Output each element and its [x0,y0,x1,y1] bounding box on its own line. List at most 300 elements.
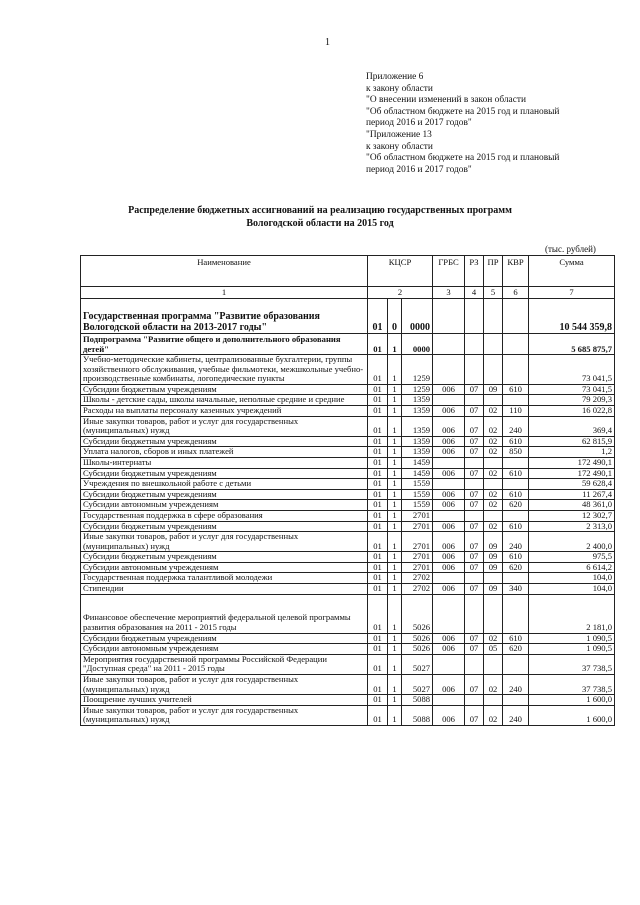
row-name: Субсидии бюджетным учреждениям [81,436,368,447]
row-name: Иные закупки товаров, работ и услуг для государственных (муниципальных) нужд [81,705,368,725]
table-row [81,521,615,532]
pr-cell [484,479,503,490]
grbs-cell: 006 [433,633,465,644]
row-name: Государственная поддержка в сфере образования [81,510,368,521]
kcsr-part-2: 1 [388,457,402,468]
grbs-cell: 006 [433,447,465,458]
header-name: Наименование [81,256,368,287]
kcsr-part-3: 2701 [402,562,433,573]
kvr-cell [503,299,529,334]
kcsr-part-3: 2702 [402,573,433,584]
rz-cell [465,594,484,633]
pr-cell: 02 [484,416,503,436]
kcsr-part-2: 1 [388,489,402,500]
row-name: Поощрение лучших учителей [81,695,368,706]
table-row [81,405,615,416]
pr-cell: 02 [484,468,503,479]
kcsr-part-3: 1259 [402,355,433,385]
kcsr-part-2: 1 [388,416,402,436]
row-name: Субсидии автономным учреждениям [81,644,368,655]
kvr-cell [503,654,529,674]
kcsr-part-2: 1 [388,644,402,655]
table-row [81,416,615,436]
kcsr-part-3: 1459 [402,457,433,468]
sum-cell: 59 628,4 [529,479,615,490]
kcsr-part-1: 01 [368,457,388,468]
pr-cell: 05 [484,644,503,655]
rz-cell [465,355,484,385]
table-row [81,457,615,468]
pr-cell: 09 [484,584,503,595]
rz-cell [465,573,484,584]
pr-cell [484,510,503,521]
grbs-cell: 006 [433,521,465,532]
grbs-cell: 006 [433,384,465,395]
kcsr-part-3: 2702 [402,584,433,595]
pr-cell [484,654,503,674]
unit-label: (тыс. рублей) [545,244,596,254]
kcsr-part-3: 1259 [402,384,433,395]
table-row [81,695,615,706]
table-row [81,573,615,584]
kcsr-part-1: 01 [368,584,388,595]
header-kvr: КВР [503,256,529,287]
grbs-cell: 006 [433,416,465,436]
row-name: Субсидии бюджетным учреждениям [81,489,368,500]
header-kcsr: КЦСР [368,256,433,287]
pr-cell [484,355,503,385]
kcsr-part-3: 2701 [402,510,433,521]
row-name: Иные закупки товаров, работ и услуг для государственных (муниципальных) нужд [81,675,368,695]
kcsr-part-1: 01 [368,654,388,674]
pr-cell [484,594,503,633]
sum-cell: 12 302,7 [529,510,615,521]
kcsr-part-1: 01 [368,573,388,584]
rz-cell: 07 [465,436,484,447]
kcsr-part-1: 01 [368,532,388,552]
kcsr-part-3: 1359 [402,436,433,447]
header-pr: ПР [484,256,503,287]
table-row [81,594,615,633]
kcsr-part-3: 2701 [402,552,433,563]
grbs-cell [433,695,465,706]
kcsr-part-2: 1 [388,384,402,395]
grbs-cell: 006 [433,489,465,500]
pr-cell [484,299,503,334]
rz-cell [465,479,484,490]
row-name: Субсидии бюджетным учреждениям [81,384,368,395]
kcsr-part-3: 1359 [402,395,433,406]
grbs-cell [433,654,465,674]
table-row [81,532,615,552]
sum-cell: 62 815,9 [529,436,615,447]
kcsr-part-1: 01 [368,334,388,355]
kvr-cell [503,510,529,521]
kvr-cell: 610 [503,468,529,479]
kcsr-part-2: 0 [388,299,402,334]
grbs-cell [433,334,465,355]
kcsr-part-1: 01 [368,395,388,406]
row-name: Школы-интернаты [81,457,368,468]
col-number: 2 [368,287,433,299]
rz-cell: 07 [465,705,484,725]
kvr-cell: 610 [503,633,529,644]
row-name: Подпрограмма "Развитие общего и дополнительного образования детей" [81,334,368,355]
kvr-cell: 610 [503,384,529,395]
sum-cell: 104,0 [529,584,615,595]
kcsr-part-2: 1 [388,573,402,584]
pr-cell: 02 [484,405,503,416]
kcsr-part-3: 5026 [402,633,433,644]
sum-cell: 73 041,5 [529,384,615,395]
title-line-2: Вологодской области на 2015 год [246,217,394,229]
kvr-cell [503,457,529,468]
kvr-cell: 610 [503,521,529,532]
sum-cell: 79 209,3 [529,395,615,406]
pr-cell: 02 [484,521,503,532]
kcsr-part-2: 1 [388,675,402,695]
grbs-cell: 006 [433,468,465,479]
table-row [81,436,615,447]
kcsr-part-1: 01 [368,405,388,416]
grbs-cell [433,594,465,633]
kvr-cell [503,594,529,633]
sum-cell: 37 738,5 [529,654,615,674]
kcsr-part-3: 5026 [402,644,433,655]
kvr-cell: 620 [503,562,529,573]
table-row [81,654,615,674]
row-name: Иные закупки товаров, работ и услуг для государственных (муниципальных) нужд [81,416,368,436]
kcsr-part-1: 01 [368,299,388,334]
sum-cell: 369,4 [529,416,615,436]
rz-cell [465,395,484,406]
kvr-cell: 240 [503,416,529,436]
pr-cell: 09 [484,562,503,573]
sum-cell: 1 600,0 [529,695,615,706]
row-name: Школы - детские сады, школы начальные, неполные средние и средние [81,395,368,406]
table-row [81,584,615,595]
rz-cell: 07 [465,384,484,395]
grbs-cell: 006 [433,436,465,447]
kcsr-part-2: 1 [388,584,402,595]
kcsr-part-3: 5088 [402,695,433,706]
kvr-cell: 240 [503,705,529,725]
kcsr-part-3: 5088 [402,705,433,725]
grbs-cell [433,395,465,406]
pr-cell [484,457,503,468]
rz-cell [465,299,484,334]
kcsr-part-2: 1 [388,633,402,644]
kcsr-part-3: 1359 [402,447,433,458]
appendix-line: к закону области [366,141,433,152]
appendix-line: Приложение 6 [366,72,424,82]
kcsr-part-3: 1359 [402,416,433,436]
kcsr-part-1: 01 [368,500,388,511]
grbs-cell: 006 [433,562,465,573]
row-name: Мероприятия государственной программы Российской Федерации "Доступная среда" на 2011 - 2015 годы [81,654,368,674]
kcsr-part-1: 01 [368,416,388,436]
sum-cell: 6 614,2 [529,562,615,573]
rz-cell [465,654,484,674]
grbs-cell: 006 [433,644,465,655]
kcsr-part-1: 01 [368,436,388,447]
sum-cell: 975,5 [529,552,615,563]
appendix-line: "О внесении изменений в закон области [366,95,526,106]
table-row [81,644,615,655]
sum-cell: 2 400,0 [529,532,615,552]
kcsr-part-3: 1559 [402,500,433,511]
kcsr-part-2: 1 [388,695,402,706]
sum-cell: 104,0 [529,573,615,584]
kvr-cell: 610 [503,489,529,500]
kvr-cell [503,573,529,584]
row-name: Субсидии автономным учреждениям [81,562,368,573]
row-name: Расходы на выплаты персоналу казенных учреждений [81,405,368,416]
rz-cell [465,510,484,521]
sum-cell: 11 267,4 [529,489,615,500]
row-name: Государственная поддержка талантливой молодежи [81,573,368,584]
kcsr-part-1: 01 [368,468,388,479]
appendix-line: "Приложение 13 [366,129,432,140]
sum-cell: 16 022,8 [529,405,615,416]
grbs-cell [433,573,465,584]
kcsr-part-3: 2701 [402,521,433,532]
row-name: Субсидии автономным учреждениям [81,500,368,511]
title-line-1: Распределение бюджетных ассигнований на реализацию государственных программ [128,205,512,216]
kcsr-part-1: 01 [368,633,388,644]
sum-cell: 2 313,0 [529,521,615,532]
table-row [81,299,615,334]
rz-cell: 07 [465,416,484,436]
pr-cell: 02 [484,675,503,695]
grbs-cell: 006 [433,675,465,695]
grbs-cell [433,457,465,468]
rz-cell: 07 [465,552,484,563]
sum-cell: 1 090,5 [529,644,615,655]
page-number: 1 [325,37,330,48]
table-row [81,705,615,725]
sum-cell: 1,2 [529,447,615,458]
rz-cell: 07 [465,521,484,532]
pr-cell [484,395,503,406]
kvr-cell: 240 [503,532,529,552]
row-name: Субсидии бюджетным учреждениям [81,552,368,563]
kcsr-part-1: 01 [368,479,388,490]
kcsr-part-1: 01 [368,705,388,725]
rz-cell: 07 [465,584,484,595]
table-row [81,395,615,406]
kcsr-part-2: 1 [388,405,402,416]
kvr-cell: 610 [503,436,529,447]
pr-cell: 09 [484,552,503,563]
rz-cell: 07 [465,562,484,573]
pr-cell [484,334,503,355]
sum-cell: 1 090,5 [529,633,615,644]
appendix-line: "Об областном бюджете на 2015 год и плановый [366,153,560,164]
kcsr-part-2: 1 [388,654,402,674]
kcsr-part-2: 1 [388,468,402,479]
kcsr-part-3: 5027 [402,675,433,695]
kvr-cell: 110 [503,405,529,416]
kcsr-part-2: 1 [388,334,402,355]
kvr-cell: 610 [503,552,529,563]
kcsr-part-1: 01 [368,695,388,706]
kvr-cell: 620 [503,644,529,655]
kcsr-part-1: 01 [368,552,388,563]
kcsr-part-3: 5027 [402,654,433,674]
appendix-note [366,72,559,176]
row-name: Субсидии бюджетным учреждениям [81,521,368,532]
grbs-cell: 006 [433,405,465,416]
table-row [81,633,615,644]
rz-cell: 07 [465,405,484,416]
kcsr-part-3: 1359 [402,405,433,416]
table-row [81,447,615,458]
kcsr-part-1: 01 [368,384,388,395]
kcsr-part-2: 1 [388,594,402,633]
grbs-cell [433,355,465,385]
appendix-line: период 2016 и 2017 годов" [366,164,472,175]
pr-cell: 09 [484,532,503,552]
kcsr-part-1: 01 [368,447,388,458]
row-name: Стипендии [81,584,368,595]
appendix-line: период 2016 и 2017 годов" [366,118,472,129]
row-name: Уплата налогов, сборов и иных платежей [81,447,368,458]
kcsr-part-3: 2701 [402,532,433,552]
pr-cell [484,573,503,584]
pr-cell: 09 [484,384,503,395]
kcsr-part-2: 1 [388,552,402,563]
rz-cell: 07 [465,447,484,458]
sum-cell: 5 685 875,7 [529,334,615,355]
grbs-cell [433,299,465,334]
col-number: 6 [503,287,529,299]
kcsr-part-2: 1 [388,510,402,521]
kcsr-part-2: 1 [388,562,402,573]
appendix-line: к закону области [366,83,433,94]
header-grbs: ГРБС [433,256,465,287]
pr-cell: 02 [484,633,503,644]
table-row [81,510,615,521]
table-row [81,384,615,395]
row-name: Субсидии бюджетным учреждениям [81,468,368,479]
kcsr-part-1: 01 [368,510,388,521]
kvr-cell [503,355,529,385]
kcsr-part-2: 1 [388,355,402,385]
kcsr-part-2: 1 [388,395,402,406]
kcsr-part-3: 1459 [402,468,433,479]
kcsr-part-3: 0000 [402,299,433,334]
budget-table [80,255,615,726]
rz-cell: 07 [465,675,484,695]
kvr-cell: 850 [503,447,529,458]
row-name: Финансовое обеспечение мероприятий федеральной целевой программы развития образования на 2011 - 2015 годы [81,594,368,633]
rz-cell: 07 [465,500,484,511]
kvr-cell [503,395,529,406]
table-row [81,489,615,500]
kvr-cell [503,334,529,355]
rz-cell: 07 [465,468,484,479]
rz-cell: 07 [465,633,484,644]
kcsr-part-3: 0000 [402,334,433,355]
appendix-line: "Об областном бюджете на 2015 год и плановый [366,106,560,117]
kcsr-part-1: 01 [368,594,388,633]
row-name: Государственная программа "Развитие образования Вологодской области на 2013-2017 годы" [81,299,368,334]
pr-cell: 02 [484,436,503,447]
header-row [81,256,615,287]
table-row [81,468,615,479]
rz-cell [465,457,484,468]
document-title [0,205,640,230]
table-row [81,552,615,563]
col-number: 1 [81,287,368,299]
sum-cell: 73 041,5 [529,355,615,385]
sum-cell: 172 490,1 [529,468,615,479]
grbs-cell: 006 [433,500,465,511]
kvr-cell: 620 [503,500,529,511]
kvr-cell [503,479,529,490]
grbs-cell: 006 [433,705,465,725]
row-name: Субсидии бюджетным учреждениям [81,633,368,644]
pr-cell: 02 [484,489,503,500]
grbs-cell: 006 [433,552,465,563]
col-number: 3 [433,287,465,299]
pr-cell [484,695,503,706]
pr-cell: 02 [484,447,503,458]
table-row [81,675,615,695]
rz-cell: 07 [465,532,484,552]
kcsr-part-2: 1 [388,532,402,552]
rz-cell: 07 [465,489,484,500]
col-number: 5 [484,287,503,299]
header-rz: РЗ [465,256,484,287]
grbs-cell: 006 [433,532,465,552]
kcsr-part-2: 1 [388,521,402,532]
kcsr-part-2: 1 [388,500,402,511]
grbs-cell [433,510,465,521]
sum-cell: 2 181,0 [529,594,615,633]
col-number: 7 [529,287,615,299]
table-row [81,500,615,511]
rz-cell [465,334,484,355]
kcsr-part-1: 01 [368,644,388,655]
sum-cell: 10 544 359,8 [529,299,615,334]
rz-cell [465,695,484,706]
grbs-cell [433,479,465,490]
row-name: Учебно-методические кабинеты, централизованные бухгалтерии, группы хозяйственного обслуживания, учебные фильмотеки, межшкольные учебно-производственные комбинаты, логопедические пункты [81,355,368,385]
kcsr-part-1: 01 [368,521,388,532]
kcsr-part-2: 1 [388,447,402,458]
kcsr-part-3: 5026 [402,594,433,633]
kvr-cell: 340 [503,584,529,595]
table-row [81,479,615,490]
col-number: 4 [465,287,484,299]
pr-cell: 02 [484,500,503,511]
rz-cell: 07 [465,644,484,655]
kcsr-part-1: 01 [368,489,388,500]
kcsr-part-2: 1 [388,436,402,447]
sum-cell: 172 490,1 [529,457,615,468]
row-name: Учреждения по внешкольной работе с детьми [81,479,368,490]
kcsr-part-3: 1559 [402,489,433,500]
table-row [81,562,615,573]
kcsr-part-1: 01 [368,675,388,695]
header-sum: Сумма [529,256,615,287]
kcsr-part-2: 1 [388,705,402,725]
table-row [81,355,615,385]
column-number-row [81,287,615,299]
sum-cell: 37 738,5 [529,675,615,695]
